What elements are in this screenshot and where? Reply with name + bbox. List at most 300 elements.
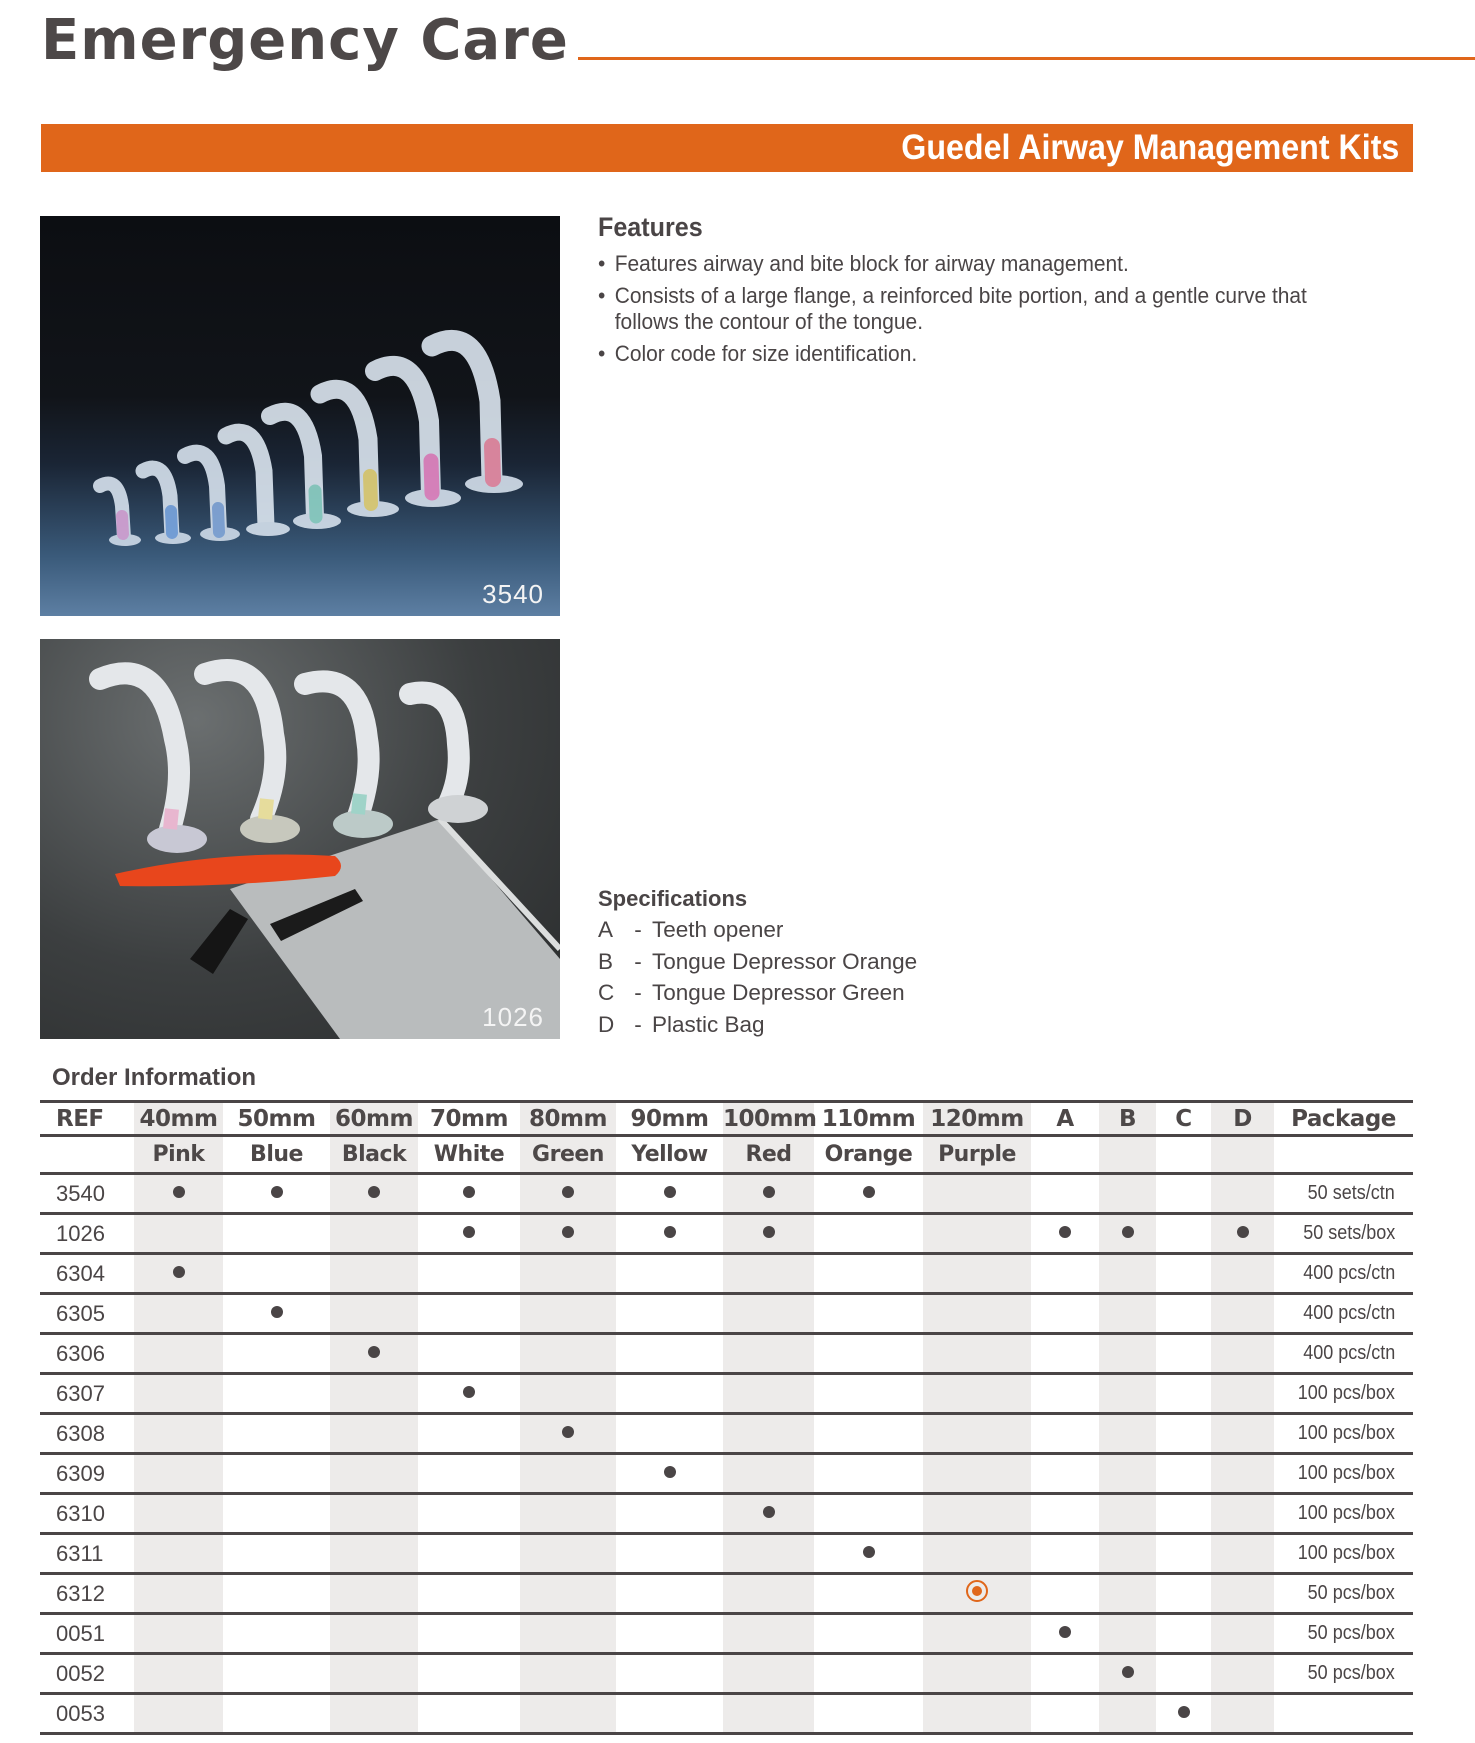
mark-cell [134,1414,223,1454]
mark-cell [223,1614,330,1654]
ref-cell: 0052 [40,1654,134,1694]
airways-illustration [40,216,560,616]
mark-cell [1156,1294,1211,1334]
ref-cell: 6312 [40,1574,134,1614]
mark-cell [330,1614,418,1654]
section-banner [41,124,1413,172]
mark-cell [723,1694,814,1734]
mark-cell [330,1574,418,1614]
airway-illustration [375,366,461,507]
kit-illustration [40,639,560,1039]
column-header: 80mm [520,1102,616,1136]
mark-cell [1099,1694,1156,1734]
mark-cell [814,1374,923,1414]
mark-cell [923,1334,1031,1374]
mark-cell [723,1414,814,1454]
table-row [40,1614,1413,1654]
mark-cell [923,1414,1031,1454]
mark-cell [1211,1494,1274,1534]
highlighted-dot-icon [966,1580,988,1602]
mark-cell [1099,1254,1156,1294]
mark-cell [1031,1574,1099,1614]
title-rule-divider [578,57,1475,60]
mark-cell [223,1414,330,1454]
mark-cell [418,1574,520,1614]
table-header-row-sizes [40,1102,1413,1136]
mark-cell [1031,1654,1099,1694]
mark-cell [223,1334,330,1374]
mark-cell [1099,1294,1156,1334]
column-header: C [1156,1102,1211,1136]
ref-cell: 6307 [40,1374,134,1414]
included-dot-icon [173,1266,185,1278]
package-label: 100 pcs/box [1297,1542,1395,1564]
photo-ref-label: 3540 [482,579,544,609]
mark-cell [134,1214,223,1254]
mark-cell [223,1374,330,1414]
mark-cell [814,1574,923,1614]
mark-cell [520,1614,616,1654]
mark-cell [1156,1654,1211,1694]
airway-illustration [226,432,290,536]
mark-cell [330,1454,418,1494]
table-row [40,1414,1413,1454]
mark-cell [134,1254,223,1294]
mark-cell [723,1334,814,1374]
table-row [40,1454,1413,1494]
mark-cell [418,1174,520,1214]
included-dot-icon [173,1186,185,1198]
mark-cell [1099,1454,1156,1494]
table-row [40,1654,1413,1694]
included-dot-icon [664,1466,676,1478]
spec-label: Plastic Bag [652,1011,765,1037]
package-label: 100 pcs/box [1297,1422,1395,1444]
mark-cell [520,1574,616,1614]
page-title: Emergency Care [41,8,569,73]
mark-cell [134,1534,223,1574]
airway-illustration [205,670,275,819]
included-dot-icon [1178,1706,1190,1718]
mark-cell [1156,1574,1211,1614]
table-row [40,1254,1413,1294]
spec-key: D [598,1011,615,1037]
mark-cell [616,1374,723,1414]
mark-cell [616,1414,723,1454]
included-dot-icon [664,1186,676,1198]
column-color-header: Red [723,1136,814,1174]
mark-cell [418,1494,520,1534]
mark-cell [1211,1614,1274,1654]
mark-cell [520,1414,616,1454]
mark-cell [616,1214,723,1254]
mark-cell [1099,1534,1156,1574]
mark-cell [223,1534,330,1574]
mark-cell [1211,1454,1274,1494]
mark-cell [330,1694,418,1734]
mark-cell [1211,1294,1274,1334]
mark-cell [1156,1174,1211,1214]
mark-cell [520,1694,616,1734]
mark-cell [814,1334,923,1374]
mark-cell [223,1294,330,1334]
mark-cell [1031,1254,1099,1294]
spec-dash: - [634,1011,642,1037]
column-color-header: Black [330,1136,418,1174]
package-label: 400 pcs/ctn [1302,1262,1395,1284]
ref-cell: 6308 [40,1414,134,1454]
mark-cell [134,1454,223,1494]
mark-cell [134,1654,223,1694]
mark-cell [814,1494,923,1534]
package-label: 50 pcs/box [1307,1622,1395,1644]
column-color-header: Orange [814,1136,923,1174]
mark-cell [520,1334,616,1374]
mark-cell [723,1294,814,1334]
included-dot-icon [863,1186,875,1198]
mark-cell [418,1214,520,1254]
mark-cell [616,1534,723,1574]
mark-cell [134,1574,223,1614]
mark-cell [1099,1414,1156,1454]
column-color-header [1099,1136,1156,1174]
ref-cell: 6310 [40,1494,134,1534]
mark-cell [330,1214,418,1254]
mark-cell [520,1654,616,1694]
package-cell [1274,1174,1413,1214]
table-row [40,1174,1413,1214]
column-color-header: Green [520,1136,616,1174]
mark-cell [923,1534,1031,1574]
mark-cell [1211,1374,1274,1414]
included-dot-icon [1122,1666,1134,1678]
column-color-header [1211,1136,1274,1174]
mark-cell [723,1254,814,1294]
mark-cell [330,1174,418,1214]
table-row [40,1214,1413,1254]
package-cell [1274,1414,1413,1454]
package-label: 50 sets/box [1302,1222,1395,1244]
package-label: 100 pcs/box [1297,1382,1395,1404]
spec-dash: - [634,948,642,974]
mark-cell [1211,1214,1274,1254]
spec-item [598,1009,917,1041]
column-color-header [1274,1136,1413,1174]
mark-cell [1211,1574,1274,1614]
column-header: 120mm [923,1102,1031,1136]
table-row [40,1534,1413,1574]
included-dot-icon [562,1186,574,1198]
mark-cell [223,1214,330,1254]
column-header: 50mm [223,1102,330,1136]
ref-cell: 6311 [40,1534,134,1574]
mark-cell [330,1294,418,1334]
mark-cell [723,1494,814,1534]
mark-cell [616,1694,723,1734]
package-cell [1274,1694,1413,1734]
mark-cell [923,1254,1031,1294]
airway-illustration [185,453,240,541]
table-row [40,1574,1413,1614]
included-dot-icon [463,1226,475,1238]
mark-cell [1156,1374,1211,1414]
column-color-header [1156,1136,1211,1174]
mark-cell [616,1494,723,1534]
column-header: D [1211,1102,1274,1136]
column-header: 70mm [418,1102,520,1136]
mark-cell [1156,1694,1211,1734]
mark-cell [923,1494,1031,1534]
mark-cell [418,1374,520,1414]
package-cell [1274,1574,1413,1614]
mark-cell [520,1374,616,1414]
included-dot-icon [1237,1226,1249,1238]
mark-cell [1156,1254,1211,1294]
mark-cell [223,1694,330,1734]
mark-cell [418,1334,520,1374]
mark-cell [1031,1294,1099,1334]
mark-cell [923,1654,1031,1694]
mark-cell [520,1454,616,1494]
spec-key: B [598,948,614,974]
mark-cell [418,1454,520,1494]
airway-illustration [143,468,191,544]
spec-key: A [598,917,614,942]
mark-cell [616,1294,723,1334]
package-cell [1274,1614,1413,1654]
mark-cell [418,1254,520,1294]
mark-cell [923,1694,1031,1734]
mark-cell [418,1654,520,1694]
mark-cell [520,1254,616,1294]
feature-item: • Color code for size identification. [598,341,1379,367]
mark-cell [1099,1334,1156,1374]
airway-illustration [320,389,399,517]
ref-cell: 1026 [40,1214,134,1254]
order-information-heading: Order Information [52,1064,257,1091]
table-row [40,1694,1413,1734]
column-header: A [1031,1102,1099,1136]
column-header: 100mm [723,1102,814,1136]
package-cell [1274,1454,1413,1494]
mark-cell [134,1494,223,1534]
feature-item: • Consists of a large flange, a reinforced bite portion, and a gentle curve that follows the contour of the tongue. [598,283,1361,335]
included-dot-icon [368,1186,380,1198]
mark-cell [616,1174,723,1214]
mark-cell [814,1614,923,1654]
package-cell [1274,1374,1413,1414]
mark-cell [616,1334,723,1374]
included-dot-icon [562,1426,574,1438]
ref-cell: 6309 [40,1454,134,1494]
mark-cell [134,1334,223,1374]
mark-cell [1031,1534,1099,1574]
ref-cell: 6304 [40,1254,134,1294]
mark-cell [418,1294,520,1334]
column-color-header: Purple [923,1136,1031,1174]
mark-cell [1211,1694,1274,1734]
airway-illustration [432,340,523,493]
mark-cell [223,1174,330,1214]
spec-item [598,946,917,978]
spec-key: C [598,980,615,1005]
mark-cell [616,1454,723,1494]
product-photo-3540 [40,216,560,616]
mark-cell [814,1454,923,1494]
mark-cell [723,1174,814,1214]
mark-cell [923,1454,1031,1494]
included-dot-icon [863,1546,875,1558]
table-header-row-colors [40,1136,1413,1174]
mark-cell [723,1534,814,1574]
mark-cell [1156,1534,1211,1574]
mark-cell [616,1574,723,1614]
mark-cell [723,1654,814,1694]
mark-cell [520,1214,616,1254]
package-cell [1274,1654,1413,1694]
mark-cell [814,1214,923,1254]
included-dot-icon [664,1226,676,1238]
mark-cell [1211,1654,1274,1694]
package-cell [1274,1254,1413,1294]
mark-cell [330,1414,418,1454]
table-row [40,1334,1413,1374]
mark-cell [923,1574,1031,1614]
mark-cell [520,1174,616,1214]
mark-cell [723,1574,814,1614]
included-dot-icon [763,1506,775,1518]
included-dot-icon [1122,1226,1134,1238]
mark-cell [330,1254,418,1294]
mark-cell [923,1174,1031,1214]
mark-cell [330,1334,418,1374]
mark-cell [723,1374,814,1414]
mark-cell [1099,1174,1156,1214]
mark-cell [1099,1574,1156,1614]
mark-cell [814,1534,923,1574]
table-row [40,1494,1413,1534]
mark-cell [223,1574,330,1614]
product-photo-1026 [40,639,560,1039]
mark-cell [923,1374,1031,1414]
mark-cell [134,1614,223,1654]
package-label: 400 pcs/ctn [1302,1342,1395,1364]
included-dot-icon [271,1306,283,1318]
mark-cell [616,1614,723,1654]
mark-cell [923,1214,1031,1254]
ref-cell: 6306 [40,1334,134,1374]
mark-cell [1099,1614,1156,1654]
package-label: 100 pcs/box [1297,1502,1395,1524]
package-cell [1274,1294,1413,1334]
column-header: 110mm [814,1102,923,1136]
ref-cell: 3540 [40,1174,134,1214]
ref-cell: 0053 [40,1694,134,1734]
package-cell [1274,1494,1413,1534]
mark-cell [723,1454,814,1494]
mark-cell [814,1254,923,1294]
mark-cell [814,1654,923,1694]
mark-cell [520,1294,616,1334]
ref-cell: 0051 [40,1614,134,1654]
mark-cell [330,1494,418,1534]
mark-cell [418,1614,520,1654]
spec-label: Teeth opener [652,917,784,942]
column-header: REF [40,1102,134,1136]
mark-cell [418,1534,520,1574]
mark-cell [923,1294,1031,1334]
spec-item [598,977,917,1009]
column-header: 60mm [330,1102,418,1136]
mark-cell [418,1694,520,1734]
mark-cell [223,1654,330,1694]
mark-cell [723,1614,814,1654]
mark-cell [520,1534,616,1574]
feature-item: • Features airway and bite block for airway management. [598,251,1379,277]
included-dot-icon [763,1186,775,1198]
mark-cell [1031,1374,1099,1414]
mark-cell [1031,1614,1099,1654]
mark-cell [1031,1494,1099,1534]
mark-cell [1031,1174,1099,1214]
mark-cell [223,1494,330,1534]
column-header: 40mm [134,1102,223,1136]
column-header: Package [1274,1102,1413,1136]
spec-item [598,914,917,946]
features-list [598,251,1378,367]
column-color-header [1031,1136,1099,1174]
mark-cell [1099,1494,1156,1534]
mark-cell [616,1254,723,1294]
spec-dash: - [634,980,642,1005]
airway-illustration [270,412,341,529]
mark-cell [1211,1334,1274,1374]
mark-cell [1156,1454,1211,1494]
spec-dash: - [634,917,642,942]
specifications-heading: Specifications [598,886,748,911]
package-label: 100 pcs/box [1297,1462,1395,1484]
table-row [40,1294,1413,1334]
photo-ref-label: 1026 [482,1002,544,1032]
package-cell [1274,1334,1413,1374]
package-cell [1274,1214,1413,1254]
mark-cell [134,1294,223,1334]
package-label: 50 sets/ctn [1307,1182,1395,1204]
mark-cell [1156,1214,1211,1254]
mark-cell [330,1534,418,1574]
included-dot-icon [1059,1226,1071,1238]
mark-cell [134,1694,223,1734]
included-dot-icon [271,1186,283,1198]
included-dot-icon [562,1226,574,1238]
column-header: B [1099,1102,1156,1136]
table-body [40,1174,1413,1734]
mark-cell [616,1654,723,1694]
spec-label: Tongue Depressor Green [652,980,905,1005]
mark-cell [223,1454,330,1494]
mark-cell [520,1494,616,1534]
column-color-header [40,1136,134,1174]
column-color-header: Blue [223,1136,330,1174]
column-color-header: Pink [134,1136,223,1174]
package-label: 50 pcs/box [1307,1662,1395,1684]
ref-cell: 6305 [40,1294,134,1334]
mark-cell [1031,1334,1099,1374]
mark-cell [923,1614,1031,1654]
column-header: 90mm [616,1102,723,1136]
mark-cell [134,1374,223,1414]
mark-cell [1031,1694,1099,1734]
